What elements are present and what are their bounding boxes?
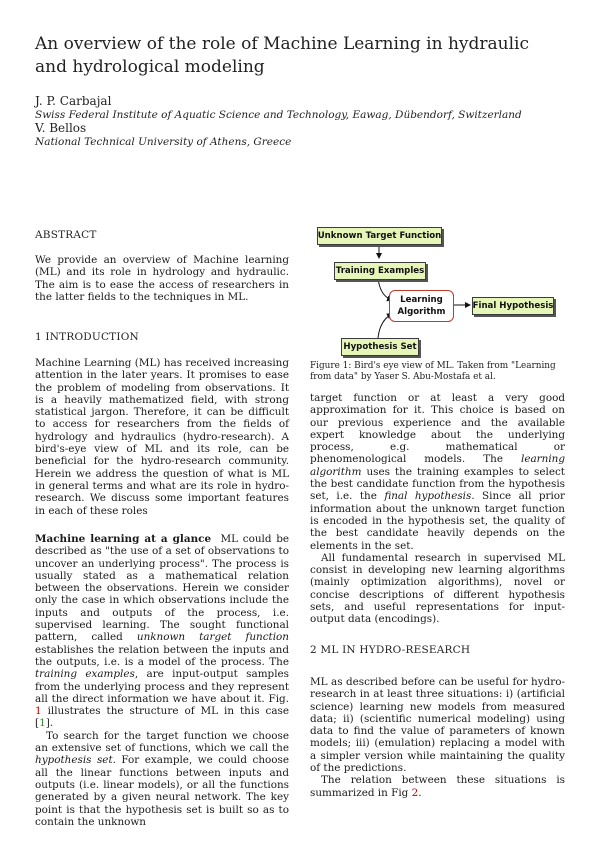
glance-text: illustrates the structure of ML in this case [ [35,705,289,730]
right-column-text [310,392,565,626]
term-final-hypothesis: final hypothesis [384,490,472,503]
hydro-text: . [418,786,422,799]
body-text: . Since all prior information about the unknown target function is encoded in the hypothesis set, the quality of the best candidate heavily depends on the elements in the set. [310,490,565,552]
hydro-paragraph: ML as described before can be useful for hydro-research in at least three situations: i) (artificial science) learning new models from measured data; ii) (scientific numerical modeling) using data to find the value of parameters of known models; iii) (emulation) replacing a model with a simpler version while maintaining the quality of the predictions. [310,676,565,775]
author-affiliation: National Technical University of Athens, Greece [35,136,292,148]
author-name: J. P. Carbajal [35,94,112,108]
author-name: V. Bellos [35,121,87,135]
body-text: uses the training examples to select the best candidate function from the hypothesis set, i.e. the [310,465,565,503]
search-text: To search for the target function we choose an extensive set of functions, which we call the [35,729,289,755]
author-affiliation: Swiss Federal Institute of Aquatic Science and Technology, Eawag, Dübendorf, Switzerland [35,109,522,121]
abstract-heading: ABSTRACT [35,229,97,241]
box-hypothesis-set: Hypothesis Set [341,338,419,356]
figure-1-link[interactable]: 1 [35,705,42,718]
term-training-examples: training examples [35,668,135,681]
glance-text: , are input-output samples from the underlying process and they represent all the direct information we have about it. Fig. [35,668,290,705]
intro-paragraph [35,357,289,517]
algo-label: Learning [400,295,443,305]
section-heading-hydro-research: 2 ML IN HYDRO-RESEARCH [310,644,471,656]
term-unknown-target-function: unknown target function [136,631,289,644]
fundamental-research-paragraph: All fundamental research in supervised ML consist in developing new learning algorithms (mainly optimization algorithms), novel or concise descriptions of different hypothesis sets, and useful representations for input-output data (encodings). [310,551,565,626]
figure-1-caption: Figure 1: Bird's eye view of ML. Taken from "Learning from data" by Yaser S. Abu-Mostafa et al. [310,361,556,382]
search-text: . For example, we could choose all the linear functions between inputs and outputs (i.e. linear models), or all the functions generated by a given neural network. The key point is that the hypothesis set is built so as to contain the unknown [35,754,290,828]
glance-text: ]. [45,717,54,730]
citation-1-link[interactable]: 1 [39,717,46,730]
glance-text: establishes the relation between the inputs and the outputs, i.e. is a model of the process. The [35,643,289,668]
glance-paragraph [35,533,289,828]
figure-2-link[interactable]: 2 [411,786,419,799]
glance-text: ML could be described as "the use of a set of observations to uncover an underlying process". The process is usually stated as a mathematical relation between the observations. Herein we consider only the case in which observations include the inputs and outputs of the process, i.e. supervised learning. The sought functional pattern, called [35,533,290,644]
hydro-research-text [310,676,565,799]
intro-text: Machine Learning (ML) has received increasing attention in the later years. It promises to ease the problem of modeling from observations. It is a heavily mathematized field, with strong statistical jargon. Therefore, it can be difficult to access for researchers from the fields of hydrology and hydraulics (hydro-research). A bird's-eye view of ML and its role, can be beneficial for the hydro-research community. Herein we address the question of what is ML in general terms and what are its role in hydro-research. We discuss some important features in each of these roles [35,357,289,517]
algo-label: Algorithm [397,307,446,317]
body-text: target function or at least a very good approximation for it. This choice is based on our previous experience and the available expert knowledge about the underlying process, e.g. mathematical or phenomenological models. The [310,392,565,466]
abstract-text [35,254,289,303]
term-learning-algorithm: learning algorithm [310,453,565,478]
abstract-paragraph: We provide an overview of Machine learning (ML) and its role in hydrology and hydraulic. The aim is to ease the access of researchers in the latter fields to the techniques in ML. [35,254,289,303]
glance-title: Machine learning at a glance [35,533,212,545]
box-unknown-target-function: Unknown Target Function [317,227,442,245]
box-final-hypothesis: Final Hypothesis [472,297,554,315]
section-heading-introduction: 1 INTRODUCTION [35,331,139,343]
box-training-examples: Training Examples [334,262,426,280]
hydro-text: The relation between these situations is summarized in Fig [310,774,565,799]
term-hypothesis-set: hypothesis set [35,754,113,767]
paper-title: An overview of the role of Machine Learning in hydraulic and hydrological modeling [35,34,530,77]
box-learning-algorithm [389,290,454,322]
